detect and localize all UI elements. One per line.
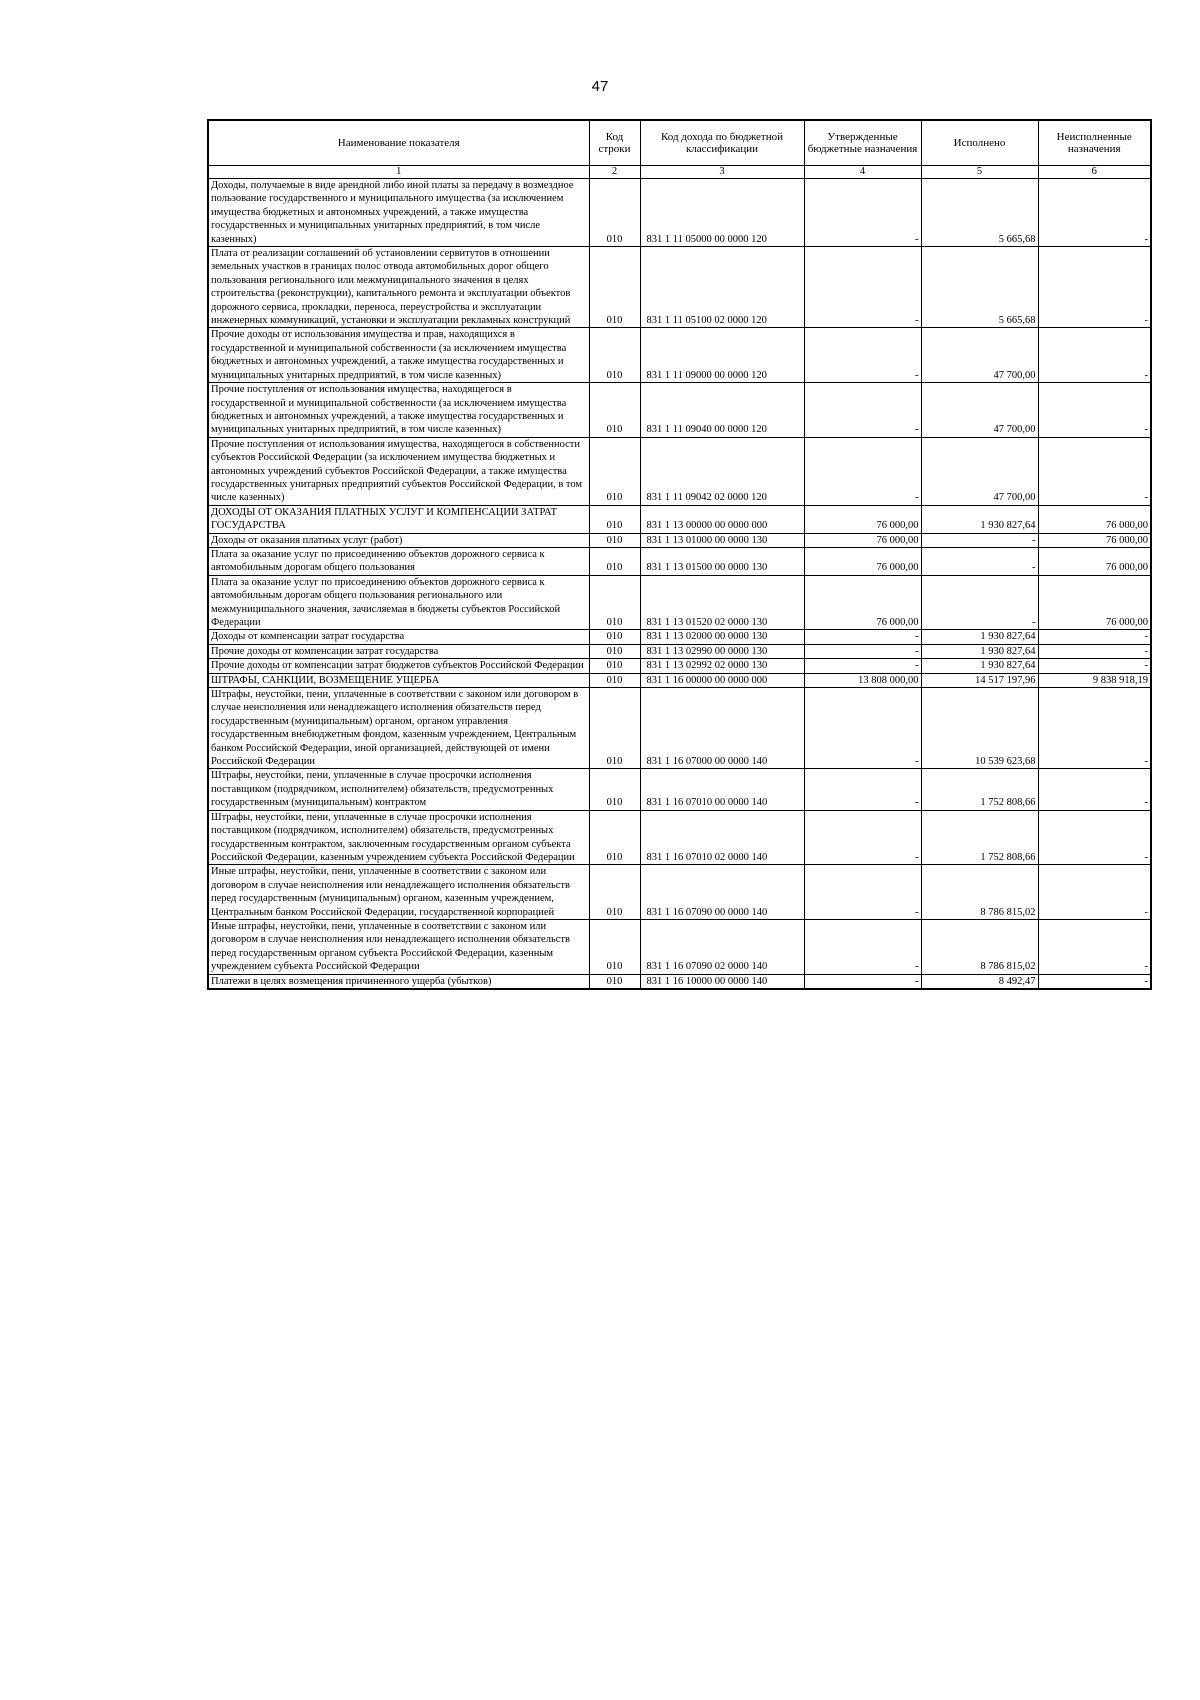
budget-classification-code: 831 1 13 02990 00 0000 130 bbox=[640, 644, 804, 658]
table-row bbox=[208, 179, 1151, 247]
indicator-name: Прочие доходы от компенсации затрат бюджетов субъектов Российской Федерации bbox=[208, 659, 589, 673]
indicator-name: Прочие доходы от компенсации затрат государства bbox=[208, 644, 589, 658]
column-number: 5 bbox=[921, 166, 1038, 179]
budget-classification-code: 831 1 11 09042 02 0000 120 bbox=[640, 437, 804, 505]
unexecuted-amount: 76 000,00 bbox=[1038, 533, 1151, 547]
budget-classification-code: 831 1 13 00000 00 0000 000 bbox=[640, 505, 804, 533]
executed-amount: 47 700,00 bbox=[921, 383, 1038, 438]
approved-amount: 76 000,00 bbox=[804, 575, 921, 630]
row-code: 010 bbox=[589, 328, 640, 383]
unexecuted-amount: - bbox=[1038, 383, 1151, 438]
table-row bbox=[208, 247, 1151, 328]
executed-amount: 8 786 815,02 bbox=[921, 865, 1038, 920]
column-header-unexecuted: Неисполненные назначения bbox=[1038, 120, 1151, 166]
budget-classification-code: 831 1 13 02992 02 0000 130 bbox=[640, 659, 804, 673]
executed-amount: 14 517 197,96 bbox=[921, 673, 1038, 687]
budget-classification-code: 831 1 11 05100 02 0000 120 bbox=[640, 247, 804, 328]
approved-amount: - bbox=[804, 179, 921, 247]
row-code: 010 bbox=[589, 769, 640, 810]
indicator-name: Платежи в целях возмещения причиненного ущерба (убытков) bbox=[208, 974, 589, 989]
row-code: 010 bbox=[589, 533, 640, 547]
revenue-report-table bbox=[207, 119, 1152, 990]
table-header-row bbox=[208, 120, 1151, 166]
executed-amount: 8 492,47 bbox=[921, 974, 1038, 989]
table-row bbox=[208, 659, 1151, 673]
unexecuted-amount: - bbox=[1038, 630, 1151, 644]
indicator-name: Штрафы, неустойки, пени, уплаченные в случае просрочки исполнения поставщиком (подрядчиком, исполнителем) обязательств, предусмотренных государственным (муниципальным) контрактом bbox=[208, 769, 589, 810]
column-number: 3 bbox=[640, 166, 804, 179]
executed-amount: - bbox=[921, 547, 1038, 575]
budget-classification-code: 831 1 16 07010 00 0000 140 bbox=[640, 769, 804, 810]
page-number: 47 bbox=[591, 78, 609, 95]
approved-amount: - bbox=[804, 688, 921, 769]
approved-amount: - bbox=[804, 974, 921, 989]
unexecuted-amount: - bbox=[1038, 328, 1151, 383]
budget-classification-code: 831 1 16 00000 00 0000 000 bbox=[640, 673, 804, 687]
row-code: 010 bbox=[589, 644, 640, 658]
row-code: 010 bbox=[589, 630, 640, 644]
approved-amount: - bbox=[804, 383, 921, 438]
executed-amount: 1 930 827,64 bbox=[921, 644, 1038, 658]
approved-amount: - bbox=[804, 810, 921, 865]
row-code: 010 bbox=[589, 575, 640, 630]
column-header-executed: Исполнено bbox=[921, 120, 1038, 166]
indicator-name: Доходы от компенсации затрат государства bbox=[208, 630, 589, 644]
unexecuted-amount: - bbox=[1038, 919, 1151, 974]
budget-classification-code: 831 1 11 05000 00 0000 120 bbox=[640, 179, 804, 247]
executed-amount: 47 700,00 bbox=[921, 328, 1038, 383]
unexecuted-amount: - bbox=[1038, 688, 1151, 769]
row-code: 010 bbox=[589, 437, 640, 505]
approved-amount: - bbox=[804, 865, 921, 920]
column-number: 6 bbox=[1038, 166, 1151, 179]
table-row bbox=[208, 575, 1151, 630]
indicator-name: Прочие доходы от использования имущества и прав, находящихся в государственной и муниципальной собственности (за исключением имущества бюджетных и автономных учреждений, а также имущества государственных и муниципальных унитарных предприятий, в том числе казенных) bbox=[208, 328, 589, 383]
column-header-row-code: Код строки bbox=[589, 120, 640, 166]
indicator-name: Штрафы, неустойки, пени, уплаченные в случае просрочки исполнения поставщиком (подрядчиком, исполнителем) обязательств, предусмотренных государственным контрактом, заключенным государственным органом субъекта Российской Федерации, казенным учреждением субъекта Российской Федерации bbox=[208, 810, 589, 865]
table-row bbox=[208, 547, 1151, 575]
approved-amount: - bbox=[804, 659, 921, 673]
column-header-budget-code: Код дохода по бюджетной классификации bbox=[640, 120, 804, 166]
table-row bbox=[208, 688, 1151, 769]
indicator-name: Плата за оказание услуг по присоединению объектов дорожного сервиса к автомобильным дорогам общего пользования bbox=[208, 547, 589, 575]
approved-amount: 76 000,00 bbox=[804, 547, 921, 575]
executed-amount: 1 930 827,64 bbox=[921, 505, 1038, 533]
indicator-name: ШТРАФЫ, САНКЦИИ, ВОЗМЕЩЕНИЕ УЩЕРБА bbox=[208, 673, 589, 687]
executed-amount: 8 786 815,02 bbox=[921, 919, 1038, 974]
budget-classification-code: 831 1 16 07090 00 0000 140 bbox=[640, 865, 804, 920]
row-code: 010 bbox=[589, 974, 640, 989]
executed-amount: 5 665,68 bbox=[921, 179, 1038, 247]
approved-amount: 76 000,00 bbox=[804, 533, 921, 547]
executed-amount: - bbox=[921, 533, 1038, 547]
indicator-name: Плата за оказание услуг по присоединению объектов дорожного сервиса к автомобильным дорогам общего пользования регионального или межмуниципального значения, зачисляемая в бюджеты субъектов Российской Федерации bbox=[208, 575, 589, 630]
row-code: 010 bbox=[589, 688, 640, 769]
column-number-row bbox=[208, 166, 1151, 179]
executed-amount: 1 930 827,64 bbox=[921, 630, 1038, 644]
indicator-name: Иные штрафы, неустойки, пени, уплаченные в соответствии с законом или договором в случае неисполнения или ненадлежащего исполнения обязательств перед государственным органом субъекта Российской Федерации, казенным учреждением субъекта Российской Федерации bbox=[208, 919, 589, 974]
indicator-name: Штрафы, неустойки, пени, уплаченные в соответствии с законом или договором в случае неисполнения или ненадлежащего исполнения обязательств перед государственным (муниципальным) органом, органом управления государственным внебюджетным фондом, казенным учреждением, Центральным банком Российской Федерации, иной организацией, действующей от имени Российской Федерации bbox=[208, 688, 589, 769]
indicator-name: Прочие поступления от использования имущества, находящегося в собственности субъектов Российской Федерации (за исключением имущества бюджетных и автономных учреждений субъектов Российской Федерации, а также имущества государственных унитарных предприятий субъектов Российской Федерации, в том числе казенных) bbox=[208, 437, 589, 505]
indicator-name: Плата от реализации соглашений об установлении сервитутов в отношении земельных участков в границах полос отвода автомобильных дорог общего пользования регионального или межмуниципального значения в целях строительства (реконструкции), капитального ремонта и эксплуатации объектов дорожного сервиса, прокладки, переноса, переустройства и эксплуатации инженерных коммуникаций, установки и эксплуатации рекламных конструкций bbox=[208, 247, 589, 328]
table-row bbox=[208, 974, 1151, 989]
approved-amount: - bbox=[804, 630, 921, 644]
executed-amount: 47 700,00 bbox=[921, 437, 1038, 505]
table-row bbox=[208, 533, 1151, 547]
approved-amount: - bbox=[804, 919, 921, 974]
column-number: 1 bbox=[208, 166, 589, 179]
approved-amount: - bbox=[804, 328, 921, 383]
indicator-name: Иные штрафы, неустойки, пени, уплаченные в соответствии с законом или договором в случае неисполнения или ненадлежащего исполнения обязательств перед государственным (муниципальным) органом, казенным учреждением, Центральным банком Российской Федерации, государственной корпорацией bbox=[208, 865, 589, 920]
row-code: 010 bbox=[589, 673, 640, 687]
approved-amount: - bbox=[804, 769, 921, 810]
unexecuted-amount: 76 000,00 bbox=[1038, 575, 1151, 630]
unexecuted-amount: 76 000,00 bbox=[1038, 547, 1151, 575]
row-code: 010 bbox=[589, 179, 640, 247]
approved-amount: - bbox=[804, 644, 921, 658]
table-row bbox=[208, 328, 1151, 383]
table-row bbox=[208, 673, 1151, 687]
table-row bbox=[208, 505, 1151, 533]
budget-classification-code: 831 1 13 01500 00 0000 130 bbox=[640, 547, 804, 575]
unexecuted-amount: - bbox=[1038, 974, 1151, 989]
budget-classification-code: 831 1 13 01520 02 0000 130 bbox=[640, 575, 804, 630]
budget-classification-code: 831 1 16 07090 02 0000 140 bbox=[640, 919, 804, 974]
unexecuted-amount: - bbox=[1038, 644, 1151, 658]
row-code: 010 bbox=[589, 919, 640, 974]
unexecuted-amount: - bbox=[1038, 659, 1151, 673]
approved-amount: - bbox=[804, 437, 921, 505]
budget-classification-code: 831 1 13 01000 00 0000 130 bbox=[640, 533, 804, 547]
row-code: 010 bbox=[589, 383, 640, 438]
budget-classification-code: 831 1 11 09000 00 0000 120 bbox=[640, 328, 804, 383]
executed-amount: 1 930 827,64 bbox=[921, 659, 1038, 673]
budget-classification-code: 831 1 16 07000 00 0000 140 bbox=[640, 688, 804, 769]
budget-classification-code: 831 1 16 10000 00 0000 140 bbox=[640, 974, 804, 989]
indicator-name: ДОХОДЫ ОТ ОКАЗАНИЯ ПЛАТНЫХ УСЛУГ И КОМПЕНСАЦИИ ЗАТРАТ ГОСУДАРСТВА bbox=[208, 505, 589, 533]
unexecuted-amount: 76 000,00 bbox=[1038, 505, 1151, 533]
unexecuted-amount: - bbox=[1038, 437, 1151, 505]
unexecuted-amount: 9 838 918,19 bbox=[1038, 673, 1151, 687]
approved-amount: 76 000,00 bbox=[804, 505, 921, 533]
budget-classification-code: 831 1 13 02000 00 0000 130 bbox=[640, 630, 804, 644]
indicator-name: Доходы, получаемые в виде арендной либо иной платы за передачу в возмездное пользование государственного и муниципального имущества (за исключением имущества бюджетных и автономных учреждений, а также имущества государственных и муниципальных унитарных предприятий, в том числе казенных) bbox=[208, 179, 589, 247]
row-code: 010 bbox=[589, 810, 640, 865]
column-header-approved: Утвержденные бюджетные назначения bbox=[804, 120, 921, 166]
row-code: 010 bbox=[589, 547, 640, 575]
executed-amount: - bbox=[921, 575, 1038, 630]
table-row bbox=[208, 810, 1151, 865]
unexecuted-amount: - bbox=[1038, 865, 1151, 920]
unexecuted-amount: - bbox=[1038, 810, 1151, 865]
executed-amount: 1 752 808,66 bbox=[921, 810, 1038, 865]
approved-amount: - bbox=[804, 247, 921, 328]
column-header-name: Наименование показателя bbox=[208, 120, 589, 166]
budget-classification-code: 831 1 16 07010 02 0000 140 bbox=[640, 810, 804, 865]
indicator-name: Доходы от оказания платных услуг (работ) bbox=[208, 533, 589, 547]
table-row bbox=[208, 865, 1151, 920]
row-code: 010 bbox=[589, 505, 640, 533]
table-row bbox=[208, 630, 1151, 644]
table-row bbox=[208, 919, 1151, 974]
budget-classification-code: 831 1 11 09040 00 0000 120 bbox=[640, 383, 804, 438]
table-row bbox=[208, 383, 1151, 438]
table-row bbox=[208, 437, 1151, 505]
column-number: 2 bbox=[589, 166, 640, 179]
indicator-name: Прочие поступления от использования имущества, находящегося в государственной и муниципальной собственности (за исключением имущества бюджетных и автономных учреждений, а также имущества государственных и муниципальных унитарных предприятий, в том числе казенных) bbox=[208, 383, 589, 438]
table-row bbox=[208, 644, 1151, 658]
approved-amount: 13 808 000,00 bbox=[804, 673, 921, 687]
unexecuted-amount: - bbox=[1038, 769, 1151, 810]
table-row bbox=[208, 769, 1151, 810]
unexecuted-amount: - bbox=[1038, 179, 1151, 247]
row-code: 010 bbox=[589, 865, 640, 920]
column-number: 4 bbox=[804, 166, 921, 179]
row-code: 010 bbox=[589, 659, 640, 673]
executed-amount: 10 539 623,68 bbox=[921, 688, 1038, 769]
row-code: 010 bbox=[589, 247, 640, 328]
executed-amount: 1 752 808,66 bbox=[921, 769, 1038, 810]
executed-amount: 5 665,68 bbox=[921, 247, 1038, 328]
unexecuted-amount: - bbox=[1038, 247, 1151, 328]
